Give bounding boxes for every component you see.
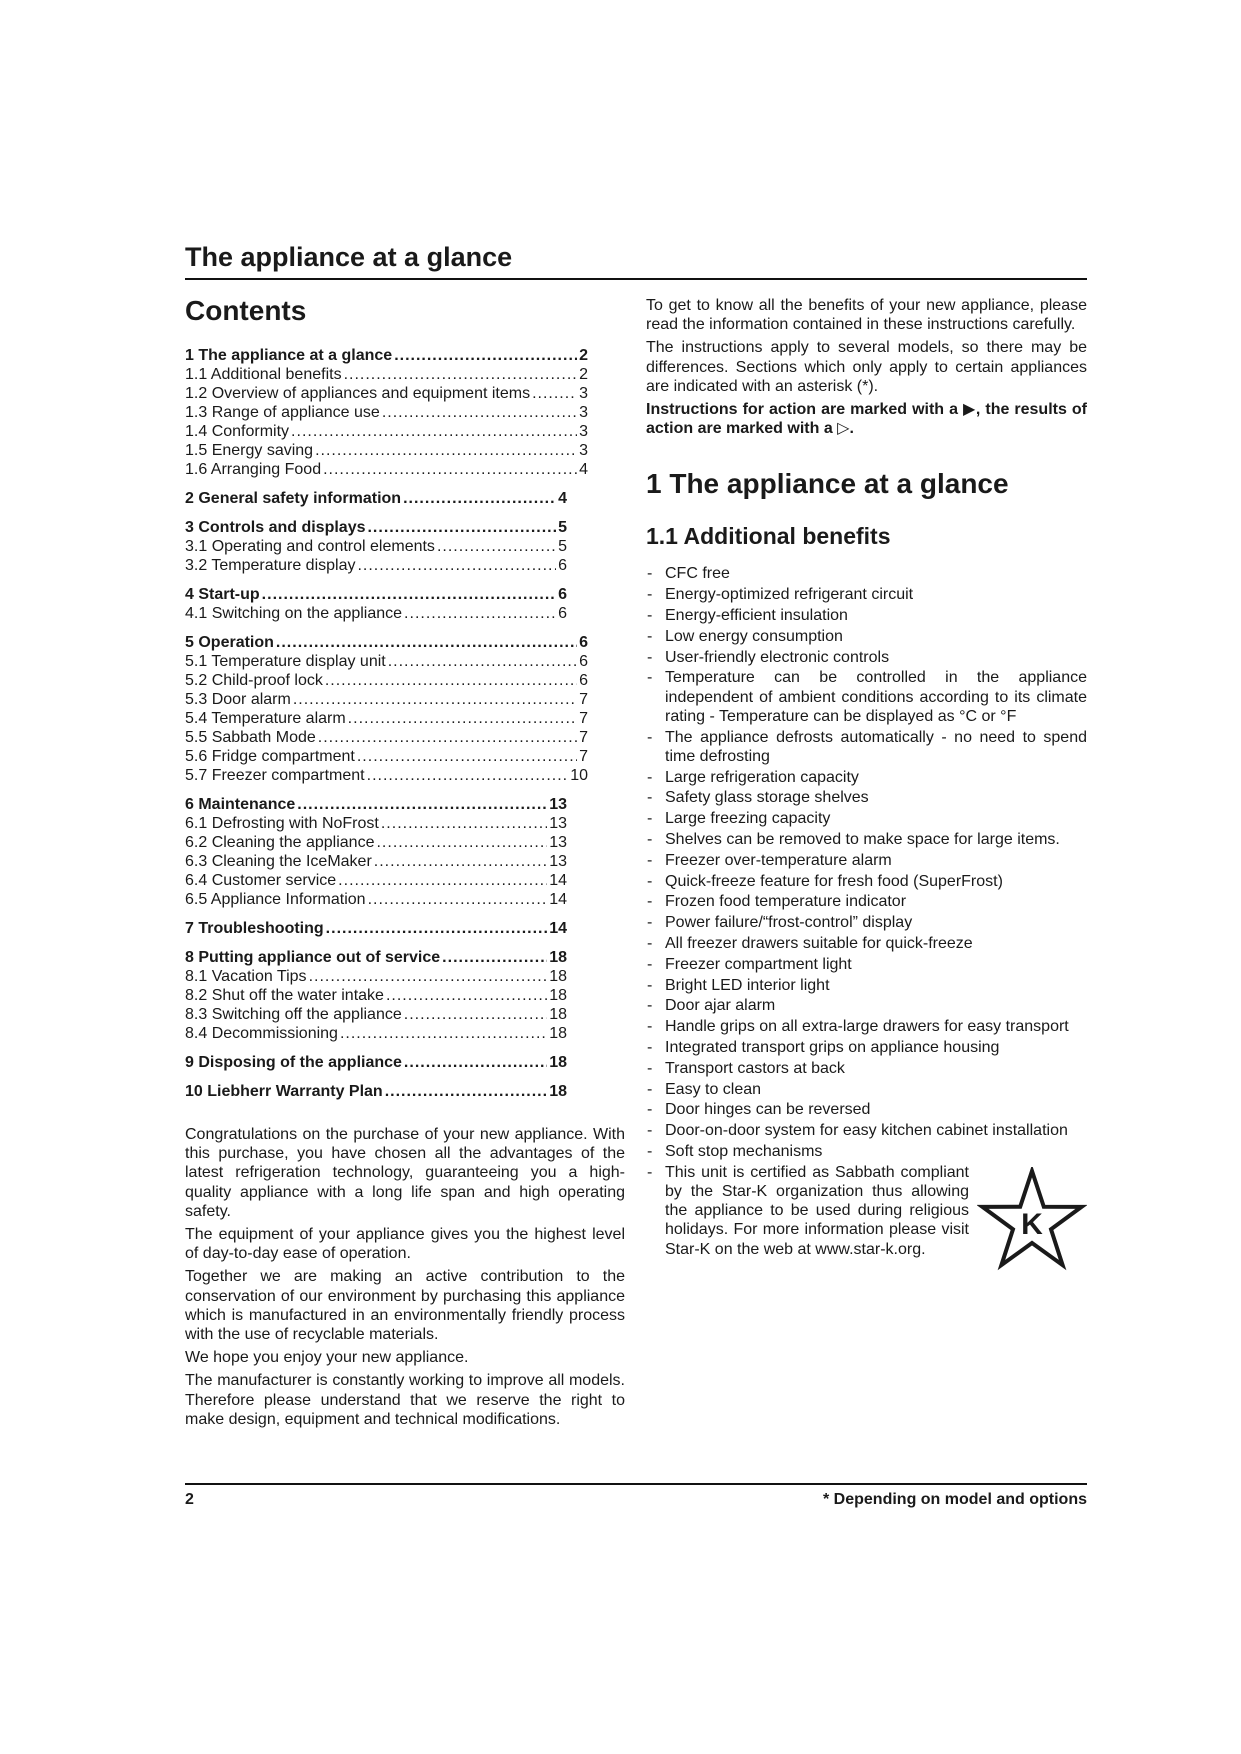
toc-leader-dots [388, 652, 577, 671]
intro-paragraph: To get to know all the benefits of your new appliance, please read the information contained in these instructions carefully. [646, 297, 1087, 334]
toc-page-number: 6 [558, 605, 567, 622]
toc-leader-dots [326, 919, 548, 938]
toc-entry-label: 1.6 Arranging Food [185, 461, 322, 478]
toc-group [185, 919, 625, 938]
toc-leader-dots [367, 766, 569, 785]
left-column [185, 294, 625, 1433]
toc-entry-label: 2 General safety information [185, 490, 402, 507]
toc-page-number: 14 [549, 891, 567, 908]
list-item: - The appliance defrosts automatically - no need to spend time defrosting [646, 728, 1087, 766]
toc-entry-label: 3.2 Temperature display [185, 557, 356, 574]
list-item: - Freezer over-temperature alarm [646, 851, 1087, 870]
section-title: 1.1 Additional benefits [646, 523, 891, 550]
toc-page-number: 13 [549, 834, 567, 851]
toc-group [185, 518, 625, 575]
toc-entry-label: 6.2 Cleaning the appliance [185, 834, 375, 851]
toc-entry[interactable] [185, 986, 567, 1005]
toc-page-number: 5 [558, 519, 567, 536]
toc-page-number: 3 [579, 423, 588, 440]
toc-entry[interactable] [185, 833, 567, 852]
toc-entry-label: 1.2 Overview of appliances and equipment items [185, 385, 531, 402]
toc-entry-label: 6.5 Appliance Information [185, 891, 366, 908]
toc-group [185, 1082, 625, 1101]
toc-entry[interactable] [185, 460, 588, 479]
toc-entry-label: 8.2 Shut off the water intake [185, 987, 384, 1004]
toc-entry-label: 1.5 Energy saving [185, 442, 314, 459]
contents-title: Contents [185, 295, 307, 326]
toc-entry[interactable] [185, 671, 588, 690]
intro-paragraph: The instructions apply to several models, so there may be differences. Sections which only apply to certain appliances are indicated with an asterisk (*). [646, 339, 1087, 395]
page-number: 2 [185, 1491, 194, 1508]
body-paragraph: The equipment of your appliance gives you the highest level of day-to-day ease of operation. [185, 1226, 625, 1263]
toc-entry-label: 8.4 Decommissioning [185, 1025, 338, 1042]
sabbath-list-item [646, 1163, 1087, 1259]
toc-entry-label: 8.1 Vacation Tips [185, 968, 307, 985]
toc-leader-dots [318, 728, 577, 747]
toc-entry[interactable] [185, 604, 567, 623]
toc-group [185, 346, 625, 479]
toc-entry-label: 5.4 Temperature alarm [185, 710, 346, 727]
list-item: - Energy-optimized refrigerant circuit [646, 585, 1087, 604]
page-title: The appliance at a glance [185, 242, 513, 272]
toc-page-number: 18 [549, 1006, 567, 1023]
list-item: - Temperature can be controlled in the appliance independent of ambient conditions according to its climate rating - Temperature can be displayed as °C or °F [646, 668, 1087, 726]
toc-entry-label: 10 Liebherr Warranty Plan [185, 1083, 383, 1100]
list-item: - Integrated transport grips on appliance housing [646, 1038, 1087, 1057]
toc-entry-label: 9 Disposing of the appliance [185, 1054, 402, 1071]
toc-chapter-entry[interactable] [185, 1082, 567, 1101]
list-item: - Door ajar alarm [646, 996, 1087, 1015]
toc-leader-dots [357, 747, 577, 766]
toc-entry[interactable] [185, 365, 588, 384]
toc-leader-dots [381, 814, 547, 833]
toc-entry[interactable] [185, 766, 588, 785]
list-item: - Low energy consumption [646, 627, 1087, 646]
list-item: - Soft stop mechanisms [646, 1142, 1087, 1161]
body-paragraph: We hope you enjoy your new appliance. [185, 1349, 469, 1367]
toc-entry[interactable] [185, 709, 588, 728]
toc-entry-label: 4.1 Switching on the appliance [185, 605, 403, 622]
toc-entry-label: 1.3 Range of appliance use [185, 404, 380, 421]
toc-entry[interactable] [185, 1005, 567, 1024]
toc-page-number: 13 [549, 796, 567, 813]
toc-entry[interactable] [185, 652, 588, 671]
star-k-logo [977, 1167, 1087, 1275]
toc-entry[interactable] [185, 422, 588, 441]
toc-entry-label: 6.4 Customer service [185, 872, 337, 889]
toc-entry[interactable] [185, 537, 567, 556]
toc-leader-dots [344, 365, 578, 384]
toc-leader-dots [404, 604, 556, 623]
toc-chapter-entry[interactable] [185, 346, 588, 365]
toc-page-number: 13 [549, 815, 567, 832]
toc-page-number: 3 [579, 385, 588, 402]
toc-entry[interactable] [185, 747, 588, 766]
toc-page-number: 7 [579, 748, 588, 765]
instructions-note: Instructions for action are marked with a ▶, the results of action are marked with a ▷. [646, 401, 1087, 438]
toc-entry-label: 5.3 Door alarm [185, 691, 291, 708]
toc-page-number: 2 [579, 366, 588, 383]
toc-leader-dots [368, 890, 548, 909]
list-item: - Frozen food temperature indicator [646, 892, 1087, 911]
toc-group [185, 633, 625, 785]
toc-entry-label: 6.3 Cleaning the IceMaker [185, 853, 372, 870]
toc-page-number: 18 [549, 1083, 567, 1100]
toc-leader-dots [404, 1053, 547, 1072]
toc-entry-label: 5.7 Freezer compartment [185, 767, 365, 784]
toc-leader-dots [394, 346, 577, 365]
benefits-list [646, 564, 1087, 1258]
toc-entry-label: 6.1 Defrosting with NoFrost [185, 815, 379, 832]
list-item: - CFC free [646, 564, 1087, 583]
toc-chapter-entry[interactable] [185, 489, 567, 508]
toc-entry-label: 5.5 Sabbath Mode [185, 729, 316, 746]
page-header [185, 240, 1087, 280]
toc-chapter-entry[interactable] [185, 948, 567, 967]
toc-page-number: 7 [579, 710, 588, 727]
toc-leader-dots [386, 986, 547, 1005]
toc-leader-dots [376, 833, 547, 852]
toc-leader-dots [315, 441, 577, 460]
toc-page-number: 3 [579, 442, 588, 459]
toc-entry-label: 6 Maintenance [185, 796, 296, 813]
toc-leader-dots [348, 709, 577, 728]
toc-chapter-entry[interactable] [185, 795, 567, 814]
toc-entry-label: 1.1 Additional benefits [185, 366, 342, 383]
list-item: - Energy-efficient insulation [646, 606, 1087, 625]
toc-entry[interactable] [185, 890, 567, 909]
toc-leader-dots [309, 967, 548, 986]
toc-page-number: 6 [579, 653, 588, 670]
toc-entry[interactable] [185, 967, 567, 986]
right-column [646, 296, 1087, 1260]
toc-entry-label: 8.3 Switching off the appliance [185, 1006, 402, 1023]
toc-page-number: 6 [579, 634, 588, 651]
toc-group [185, 948, 625, 1043]
toc-entry[interactable] [185, 441, 588, 460]
toc-page-number: 4 [579, 461, 588, 478]
toc-chapter-entry[interactable] [185, 919, 567, 938]
toc-group [185, 489, 625, 508]
toc-leader-dots [325, 671, 577, 690]
list-item: - Door hinges can be reversed [646, 1100, 1087, 1119]
list-item: - Large refrigeration capacity [646, 768, 1087, 787]
toc-page-number: 10 [570, 767, 588, 784]
toc-group [185, 795, 625, 909]
table-of-contents [185, 346, 625, 1101]
toc-leader-dots [338, 871, 547, 890]
toc-group [185, 585, 625, 623]
toc-leader-dots [374, 852, 547, 871]
toc-page-number: 18 [549, 987, 567, 1004]
toc-chapter-entry[interactable] [185, 585, 567, 604]
toc-leader-dots [385, 1082, 548, 1101]
toc-page-number: 13 [549, 853, 567, 870]
toc-page-number: 6 [558, 557, 567, 574]
toc-page-number: 18 [549, 949, 567, 966]
toc-entry[interactable] [185, 728, 588, 747]
toc-page-number: 18 [549, 1054, 567, 1071]
list-item: - Safety glass storage shelves [646, 788, 1087, 807]
toc-leader-dots [442, 948, 547, 967]
toc-leader-dots [357, 556, 556, 575]
toc-page-number: 5 [558, 538, 567, 555]
toc-leader-dots [297, 795, 547, 814]
toc-leader-dots [532, 384, 577, 403]
list-item: - All freezer drawers suitable for quick-freeze [646, 934, 1087, 953]
toc-entry-label: 5.2 Child-proof lock [185, 672, 323, 689]
toc-leader-dots [340, 1024, 547, 1043]
toc-entry-label: 5 Operation [185, 634, 274, 651]
list-item: - Transport castors at back [646, 1059, 1087, 1078]
toc-chapter-entry[interactable] [185, 633, 588, 652]
toc-leader-dots [382, 403, 577, 422]
toc-page-number: 6 [579, 672, 588, 689]
toc-entry[interactable] [185, 1024, 567, 1043]
list-item: - Bright LED interior light [646, 976, 1087, 995]
footnote: * Depending on model and options [823, 1491, 1087, 1508]
toc-chapter-entry[interactable] [185, 1053, 567, 1072]
toc-leader-dots [276, 633, 577, 652]
toc-leader-dots [367, 518, 556, 537]
toc-page-number: 18 [549, 968, 567, 985]
toc-page-number: 14 [549, 920, 567, 937]
toc-group [185, 1053, 625, 1072]
toc-entry[interactable] [185, 556, 567, 575]
toc-page-number: 7 [579, 729, 588, 746]
body-paragraph: Together we are making an active contribution to the conservation of our environment by purchasing this appliance which is manufactured in an environmentally friendly process with the use of recyclable materials. [185, 1268, 625, 1344]
toc-entry-label: 8 Putting appliance out of service [185, 949, 441, 966]
toc-leader-dots [291, 422, 577, 441]
body-paragraph: Congratulations on the purchase of your new appliance. With this purchase, you have chosen all the advantages of the latest refrigeration technology, guaranteeing you a high-quality appliance with a long life span and high operating safety. [185, 1126, 625, 1220]
toc-entry[interactable] [185, 384, 588, 403]
toc-leader-dots [262, 585, 556, 604]
list-item: - Freezer compartment light [646, 955, 1087, 974]
toc-entry-label: 3.1 Operating and control elements [185, 538, 435, 555]
chapter-title: 1 The appliance at a glance [646, 468, 1009, 500]
toc-entry[interactable] [185, 690, 588, 709]
toc-leader-dots [404, 1005, 547, 1024]
toc-page-number: 7 [579, 691, 588, 708]
list-item: - Quick-freeze feature for fresh food (SuperFrost) [646, 872, 1087, 891]
sabbath-text: This unit is certified as Sabbath compliant by the Star-K organization thus allowing the appliance to be used during religious holidays. For more information please visit Star-K on the web at www.star-k.org. [665, 1163, 969, 1258]
body-paragraph: The manufacturer is constantly working to improve all models. Therefore please understand that we reserve the right to make design, equipment and technical modifications. [185, 1372, 625, 1428]
list-item: - Shelves can be removed to make space for large items. [646, 830, 1087, 849]
toc-page-number: 3 [579, 404, 588, 421]
toc-entry[interactable] [185, 814, 567, 833]
toc-entry-label: 1.4 Conformity [185, 423, 290, 440]
list-item: - Easy to clean [646, 1080, 1087, 1099]
toc-leader-dots [403, 489, 556, 508]
toc-entry-label: 7 Troubleshooting [185, 920, 324, 937]
toc-leader-dots [323, 460, 577, 479]
toc-entry[interactable] [185, 403, 588, 422]
toc-page-number: 14 [549, 872, 567, 889]
toc-leader-dots [293, 690, 577, 709]
toc-chapter-entry[interactable] [185, 518, 567, 537]
toc-entry-label: 4 Start-up [185, 586, 260, 603]
page-footer [185, 1483, 1087, 1509]
toc-page-number: 6 [558, 586, 567, 603]
toc-entry-label: 5.6 Fridge compartment [185, 748, 355, 765]
list-item: - User-friendly electronic controls [646, 648, 1087, 667]
list-item: - Large freezing capacity [646, 809, 1087, 828]
toc-page-number: 2 [579, 347, 588, 364]
toc-page-number: 18 [549, 1025, 567, 1042]
toc-entry-label: 5.1 Temperature display unit [185, 653, 386, 670]
list-item: - Door-on-door system for easy kitchen cabinet installation [646, 1121, 1087, 1140]
toc-page-number: 4 [558, 490, 567, 507]
star-k-letter: K [1021, 1207, 1043, 1241]
list-item: - Power failure/“frost-control” display [646, 913, 1087, 932]
toc-entry-label: 3 Controls and displays [185, 519, 366, 536]
toc-entry[interactable] [185, 871, 567, 890]
list-item: - Handle grips on all extra-large drawers for easy transport [646, 1017, 1087, 1036]
toc-entry-label: 1 The appliance at a glance [185, 347, 393, 364]
toc-entry[interactable] [185, 852, 567, 871]
intro-text [185, 1125, 625, 1429]
toc-leader-dots [437, 537, 556, 556]
